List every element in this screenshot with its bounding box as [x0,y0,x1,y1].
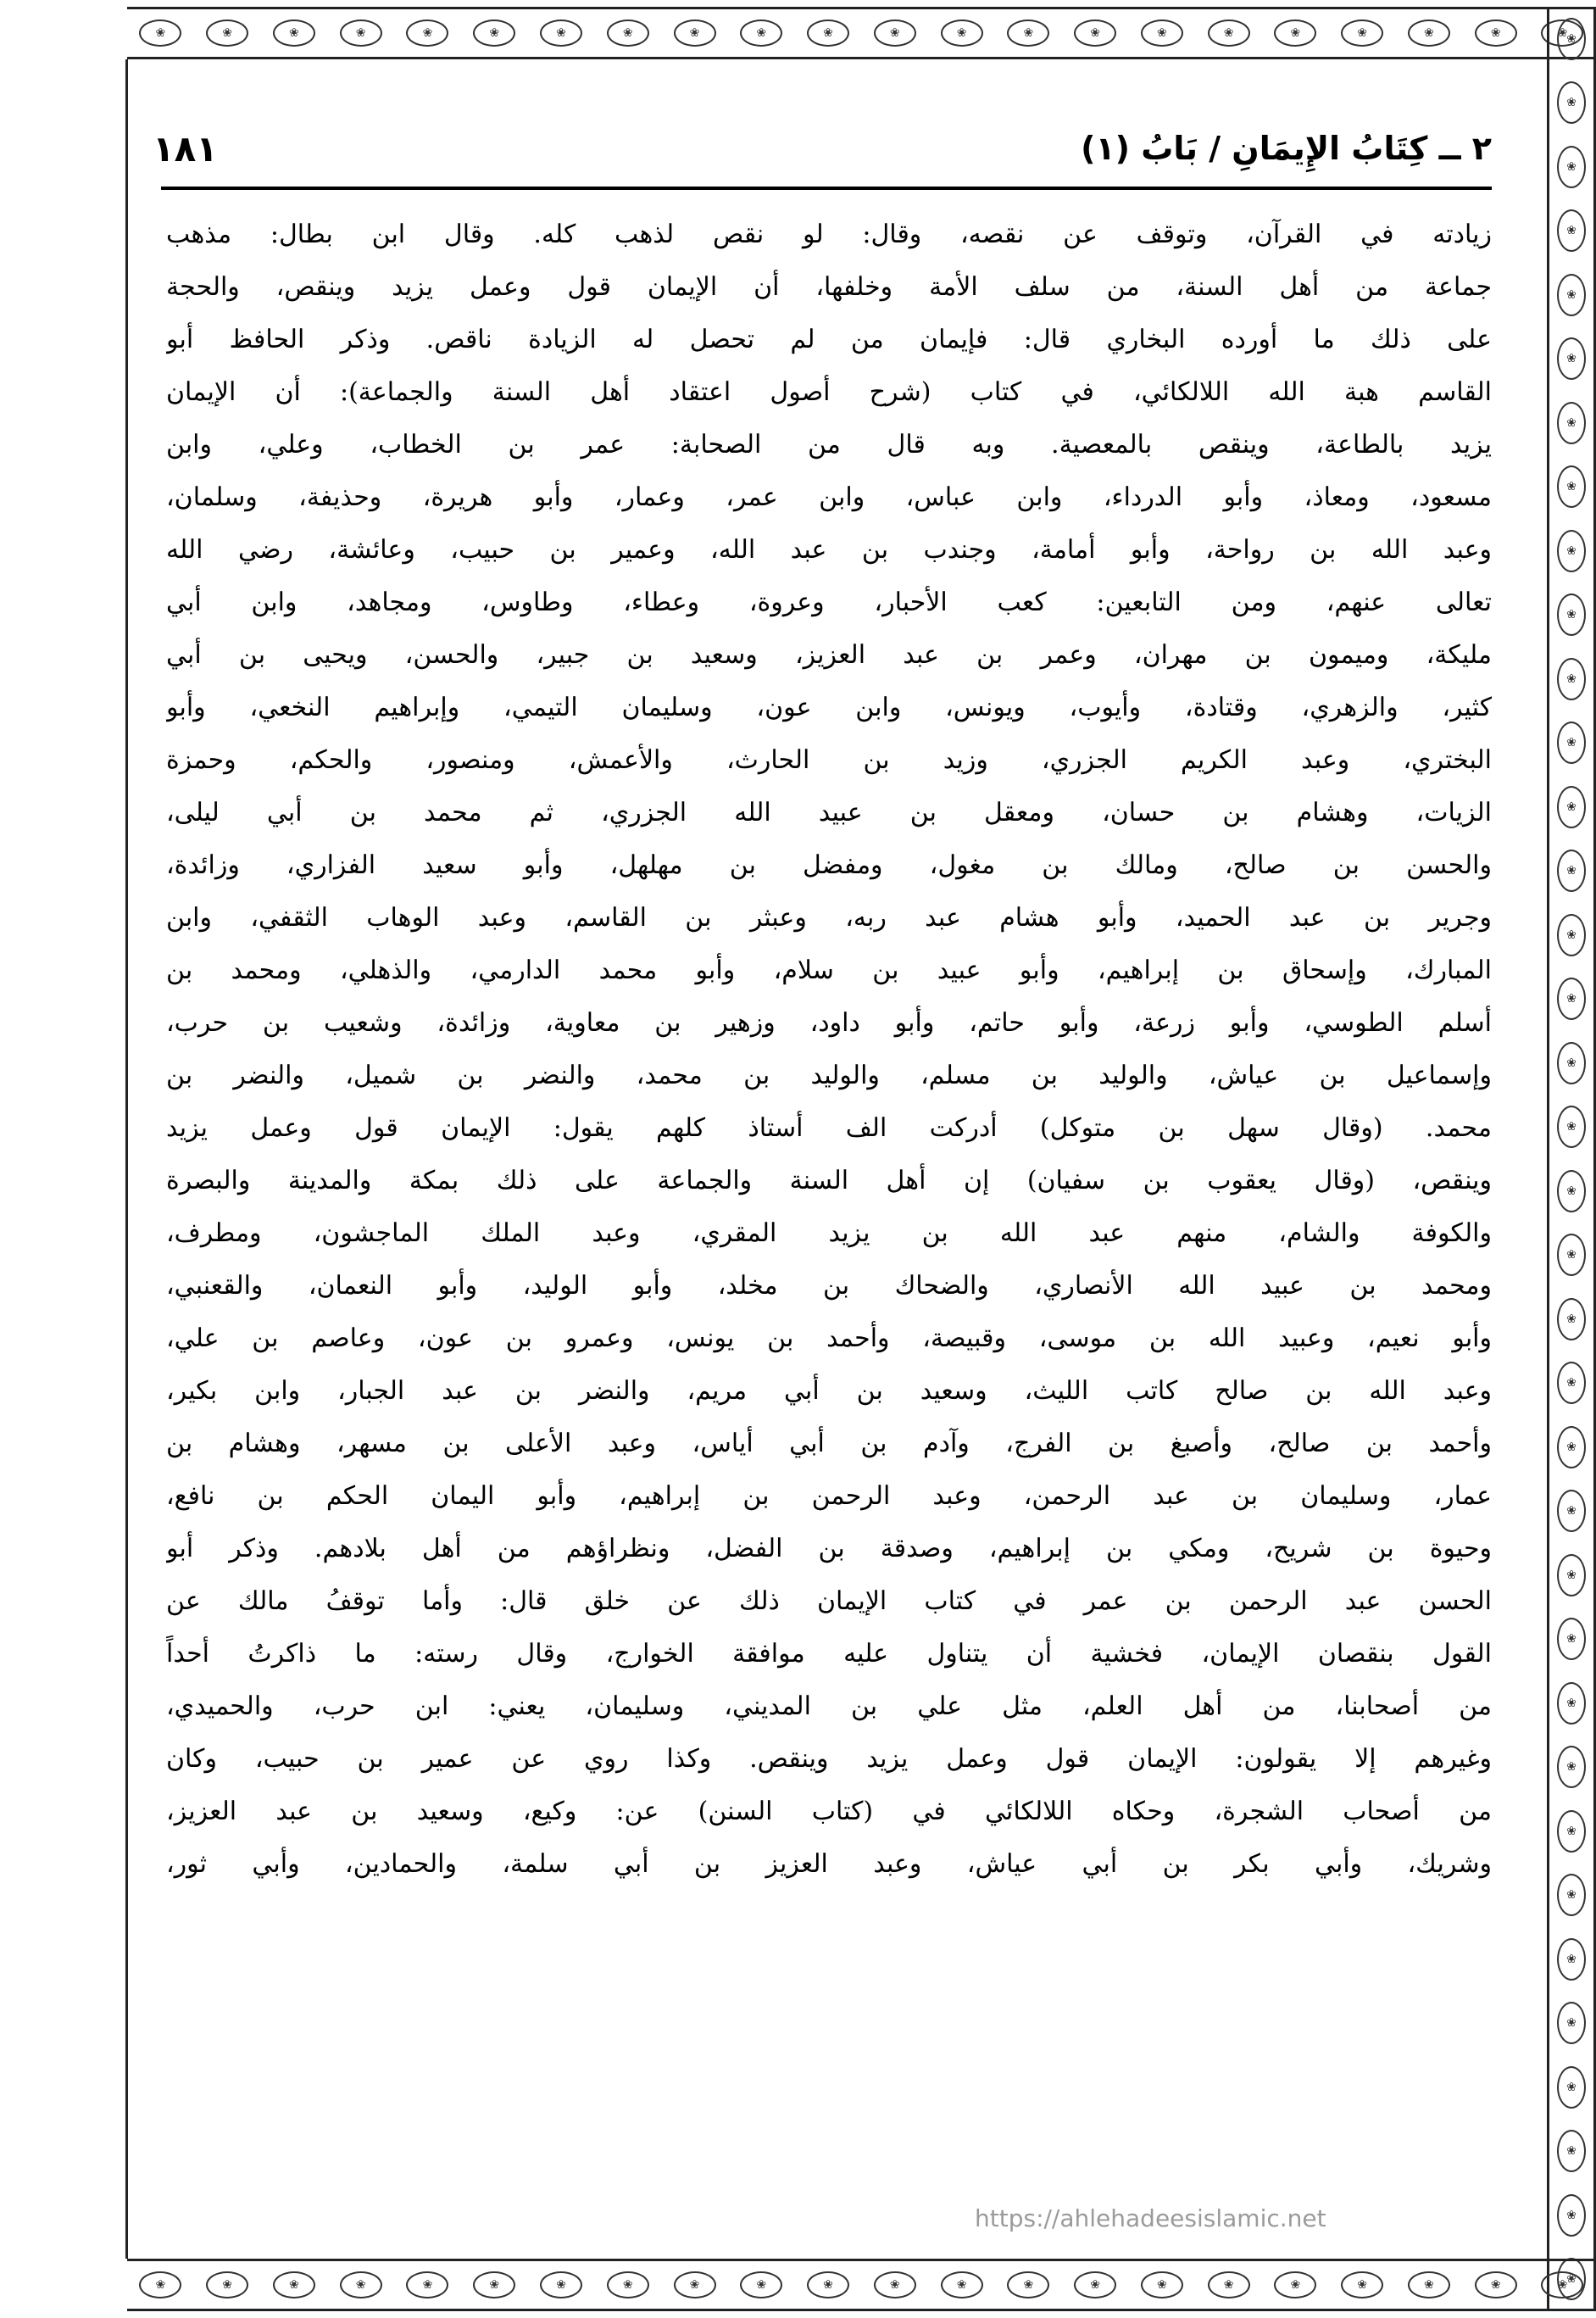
ornament-icon: ❀ [1557,2130,1586,2172]
ornament-icon: ❀ [1541,20,1583,47]
text-line: القول بنقصان الإيمان، فخشية أن يتناول عليه موافقة الخوارج، وقال رسته: ما ذاكرتُ أحداً [166,1639,1492,1669]
left-border-line [125,59,128,2259]
ornament-icon: ❀ [1557,1106,1586,1148]
ornament-icon: ❀ [340,2271,382,2298]
page-header [153,119,1492,178]
ornament-icon: ❀ [273,20,315,47]
text-line: وغيرهم إلا يقولون: الإيمان قول وعمل يزيد وينقص. وكذا روي عن عمير بن حبيب، وكان [166,1744,1492,1774]
ornament-icon: ❀ [1557,337,1586,380]
ornament-icon: ❀ [740,2271,782,2298]
ornament-icon: ❀ [1557,722,1586,764]
ornament-icon: ❀ [874,2271,916,2298]
ornament-icon: ❀ [740,20,782,47]
bottom-ornamental-border [127,2259,1596,2311]
ornament-icon: ❀ [1557,209,1586,252]
ornament-icon: ❀ [1557,1682,1586,1725]
text-line: وجرير بن عبد الحميد، وأبو هشام عبد ربه، وعبثر بن القاسم، وعبد الوهاب الثقفي، وابن [166,903,1492,933]
text-line: ومحمد بن عبيد الله الأنصاري، والضحاك بن مخلد، وأبو الوليد، وأبو النعمان، والقعنبي، [166,1271,1492,1301]
ornament-icon: ❀ [1007,20,1049,47]
ornament-icon: ❀ [540,2271,582,2298]
text-line: من أصحاب الشجرة، وحكاه اللالكائي في (كتاب السنن) عن: وكيع، وسعيد بن عبد العزيز، [166,1797,1492,1826]
ornament-icon: ❀ [874,20,916,47]
text-line: وإسماعيل بن عياش، والوليد بن مسلم، والوليد بن محمد، والنضر بن شميل، والنضر بن [166,1061,1492,1090]
ornament-icon: ❀ [1408,2271,1450,2298]
text-line: زيادته في القرآن، وتوقف عن نقصه، وقال: لو نقص لذهب كله. وقال ابن بطال: مذهب [166,220,1492,249]
ornament-icon: ❀ [1557,1042,1586,1084]
ornament-icon: ❀ [1557,1298,1586,1340]
ornament-icon: ❀ [406,20,448,47]
text-line: الزيات، وهشام بن حسان، ومعقل بن عبيد الله الجزري، ثم محمد بن أبي ليلى، [166,798,1492,827]
text-line: المبارك، وإسحاق بن إبراهيم، وأبو عبيد بن سلام، وأبو محمد الدارمي، والذهلي، ومحمد بن [166,956,1492,985]
ornament-icon: ❀ [1541,2271,1583,2298]
ornament-icon: ❀ [1557,786,1586,828]
ornament-icon: ❀ [1274,20,1316,47]
ornament-icon: ❀ [1557,465,1586,508]
ornament-icon: ❀ [1007,2271,1049,2298]
text-line: القاسم هبة الله اللالكائي، في كتاب (شرح أصول اعتقاد أهل السنة والجماعة): أن الإيمان [166,377,1492,407]
text-line: وحيوة بن شريح، ومكي بن إبراهيم، وصدقة بن الفضل، ونظراؤهم من أهل بلادهم. وذكر أبو [166,1534,1492,1563]
text-line: وينقص، (وقال يعقوب بن سفيان) إن أهل السنة والجماعة على ذلك بمكة والمدينة والبصرة [166,1166,1492,1195]
ornament-icon: ❀ [1557,1554,1586,1596]
ornament-icon: ❀ [674,20,716,47]
ornament-icon: ❀ [1208,20,1250,47]
header-divider [161,187,1492,190]
text-line: على ذلك ما أورده البخاري قال: فإيمان من لم تحصل له الزيادة ناقص. وذكر الحافظ أبو [166,325,1492,354]
ornament-icon: ❀ [1557,593,1586,636]
ornament-icon: ❀ [1557,978,1586,1020]
ornament-icon: ❀ [139,2271,181,2298]
text-line: وشريك، وأبي بكر بن أبي عياش، وعبد العزيز بن أبي سلمة، والحمادين، وأبي ثور، [166,1849,1492,1879]
ornament-icon: ❀ [1274,2271,1316,2298]
ornament-icon: ❀ [139,20,181,47]
ornament-icon: ❀ [473,2271,515,2298]
text-line: والكوفة والشام، منهم عبد الله بن يزيد المقري، وعبد الملك الماجشون، ومطرف، [166,1218,1492,1248]
text-line: كثير، والزهري، وقتادة، وأيوب، ويونس، وابن عون، وسليمان التيمي، وإبراهيم النخعي، وأبو [166,693,1492,722]
ornament-icon: ❀ [1557,2258,1586,2300]
ornament-icon: ❀ [941,20,983,47]
ornament-icon: ❀ [1557,1618,1586,1660]
ornament-icon: ❀ [1341,20,1383,47]
ornament-icon: ❀ [1557,2002,1586,2044]
text-line: محمد. (وقال سهل بن متوكل) أدركت الف أستاذ كلهم يقول: الإيمان قول وعمل يزيد [166,1113,1492,1143]
ornament-icon: ❀ [540,20,582,47]
ornament-icon: ❀ [1557,914,1586,956]
page-number: ١٨١ [153,127,218,170]
ornament-icon: ❀ [273,2271,315,2298]
ornament-icon: ❀ [1141,20,1183,47]
ornament-icon: ❀ [1475,2271,1517,2298]
text-line: مسعود، ومعاذ، وأبو الدرداء، وابن عباس، وابن عمر، وعمار، وأبو هريرة، وحذيفة، وسلمان، [166,482,1492,512]
ornament-icon: ❀ [206,20,248,47]
ornament-icon: ❀ [807,20,849,47]
text-line: والحسن بن صالح، ومالك بن مغول، ومفضل بن مهلهل، وأبو سعيد الفزاري، وزائدة، [166,850,1492,880]
ornament-icon: ❀ [1557,1746,1586,1788]
text-line: من أصحابنا، من أهل العلم، مثل علي بن المديني، وسليمان، يعني: ابن حرب، والحميدي، [166,1691,1492,1721]
ornament-icon: ❀ [1557,402,1586,444]
ornament-icon: ❀ [406,2271,448,2298]
text-line: وأحمد بن صالح، وأصبغ بن الفرج، وآدم بن أبي أياس، وعبد الأعلى بن مسهر، وهشام بن [166,1429,1492,1458]
body-text [166,209,1492,1943]
text-line: يزيد بالطاعة، وينقص بالمعصية. وبه قال من الصحابة: عمر بن الخطاب، وعلي، وابن [166,430,1492,460]
ornament-icon: ❀ [1557,81,1586,124]
ornament-icon: ❀ [1557,2066,1586,2109]
text-line: وأبو نعيم، وعبيد الله بن موسى، وقبيصة، وأحمد بن يونس، وعمرو بن عون، وعاصم بن علي، [166,1323,1492,1353]
ornament-icon: ❀ [674,2271,716,2298]
top-ornamental-border [127,7,1596,59]
ornament-icon: ❀ [1557,850,1586,892]
ornament-icon: ❀ [1557,1490,1586,1532]
text-line [166,1891,1492,1943]
ornament-icon: ❀ [607,20,649,47]
ornament-icon: ❀ [807,2271,849,2298]
ornament-icon: ❀ [1557,1938,1586,1981]
ornament-icon: ❀ [1557,1426,1586,1468]
text-line: تعالى عنهم، ومن التابعين: كعب الأحبار، وعروة، وعطاء، وطاوس، ومجاهد، وابن أبي [166,588,1492,617]
ornament-icon: ❀ [1557,1874,1586,1916]
ornament-icon: ❀ [206,2271,248,2298]
ornament-icon: ❀ [1557,1810,1586,1853]
text-line: وعبد الله بن صالح كاتب الليث، وسعيد بن أبي مريم، والنضر بن عبد الجبار، وابن بكير، [166,1376,1492,1406]
text-line: أسلم الطوسي، وأبو زرعة، وأبو حاتم، وأبو داود، وزهير بن معاوية، وزائدة، وشعيب بن حرب، [166,1008,1492,1038]
ornament-icon: ❀ [1557,1362,1586,1404]
ornament-icon: ❀ [1475,20,1517,47]
text-line: مليكة، وميمون بن مهران، وعمر بن عبد العزيز، وسعيد بن جبير، والحسن، ويحيى بن أبي [166,640,1492,670]
ornament-icon: ❀ [1557,2194,1586,2237]
ornament-icon: ❀ [1141,2271,1183,2298]
watermark-url: https://ahlehadeesislamic.net [975,2204,1326,2232]
text-line: وعبد الله بن رواحة، وأبو أمامة، وجندب بن عبد الله، وعمير بن حبيب، وعائشة، رضي الله [166,535,1492,565]
text-line: الحسن عبد الرحمن بن عمر في كتاب الإيمان ذلك عن خلق قال: وأما توقفُ مالك عن [166,1586,1492,1616]
ornament-icon: ❀ [1557,146,1586,188]
ornament-icon: ❀ [1208,2271,1250,2298]
right-ornamental-border [1547,7,1596,2311]
ornament-icon: ❀ [1557,18,1586,60]
ornament-icon: ❀ [1074,20,1116,47]
ornament-icon: ❀ [1557,1234,1586,1276]
text-line: جماعة من أهل السنة، من سلف الأمة وخلفها، أن الإيمان قول وعمل يزيد وينقص، والحجة [166,272,1492,302]
ornament-icon: ❀ [1557,274,1586,316]
ornament-icon: ❀ [1074,2271,1116,2298]
ornament-icon: ❀ [607,2271,649,2298]
ornament-icon: ❀ [1341,2271,1383,2298]
text-line: البختري، وعبد الكريم الجزري، وزيد بن الحارث، والأعمش، ومنصور، والحكم، وحمزة [166,745,1492,775]
ornament-icon: ❀ [1557,1170,1586,1212]
chapter-title: ٢ ــ كِتَابُ الإِيمَانِ / بَابُ (١) [1081,130,1492,167]
ornament-icon: ❀ [941,2271,983,2298]
ornament-icon: ❀ [473,20,515,47]
ornament-icon: ❀ [1557,530,1586,572]
ornament-icon: ❀ [340,20,382,47]
ornament-icon: ❀ [1557,658,1586,700]
text-line: عمار، وسليمان بن عبد الرحمن، وعبد الرحمن بن إبراهيم، وأبو اليمان الحكم بن نافع، [166,1481,1492,1511]
ornament-icon: ❀ [1408,20,1450,47]
